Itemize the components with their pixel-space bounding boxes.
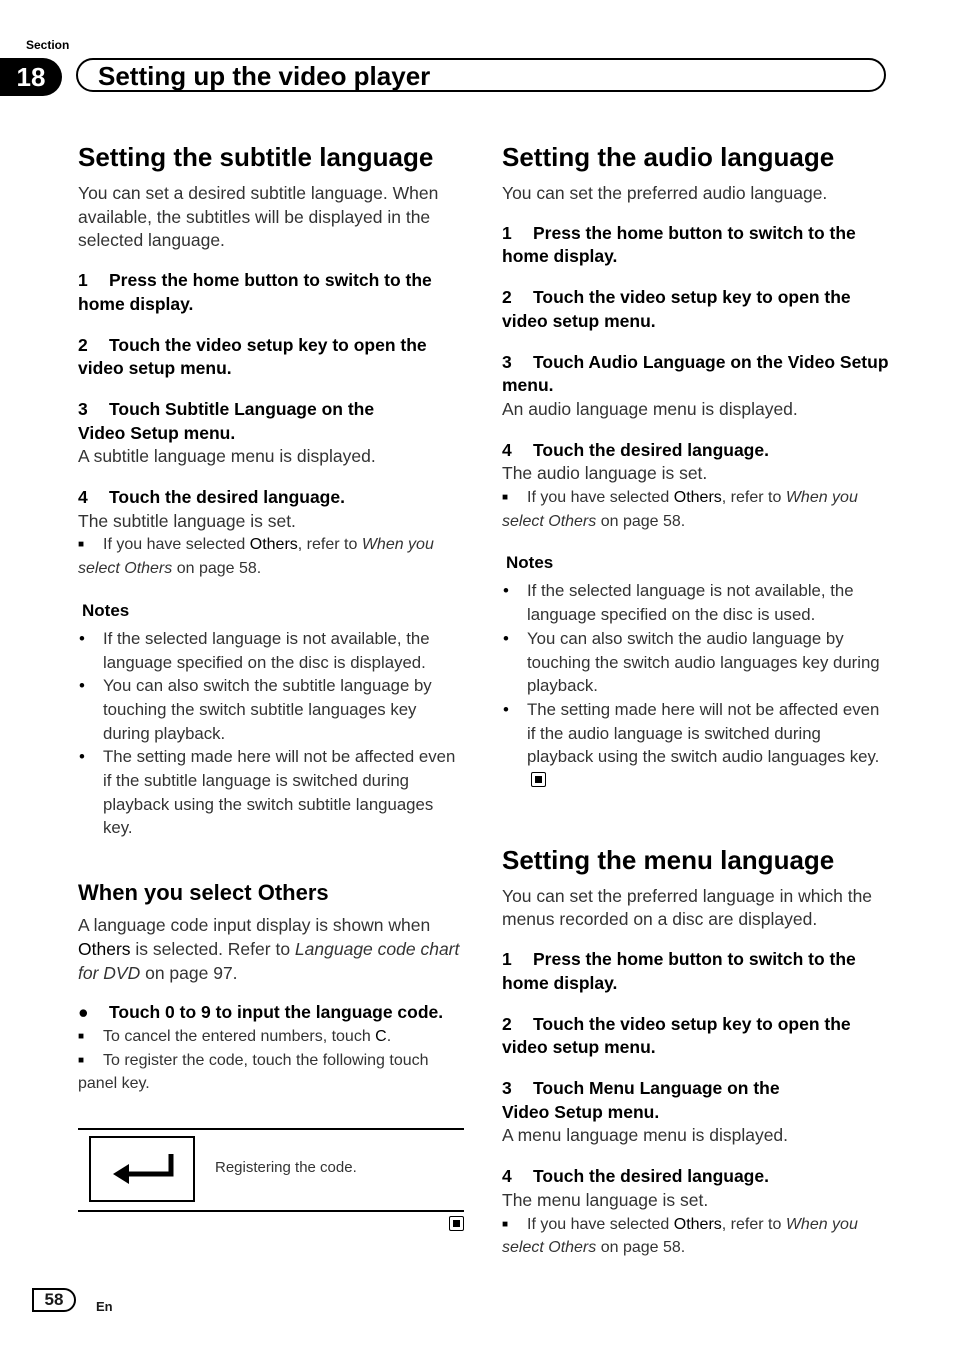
enter-arrow-icon: [91, 1138, 193, 1200]
step-text: Touch the video setup key to open the video setup menu.: [502, 1013, 851, 1058]
step-text: Touch the desired language.: [533, 1166, 769, 1187]
section-number-badge: 18: [0, 58, 62, 96]
menu-step-3: [502, 1077, 890, 1148]
step-number: 4: [78, 487, 88, 508]
step-text: Press the home button to switch to the home display.: [502, 222, 856, 267]
subtitle-step-3: [78, 398, 466, 469]
step-number: 1: [502, 222, 512, 243]
step-number: 4: [502, 439, 512, 460]
step-number: 4: [502, 1166, 512, 1187]
step-number: 3: [78, 398, 88, 419]
note-item: • If the selected language is not available, the language specified on the disc is displayed.: [78, 627, 466, 674]
subtitle-step-1: [78, 269, 466, 316]
menu-step-2: [502, 1013, 890, 1060]
left-column: [78, 140, 466, 1096]
note-item: • The setting made here will not be affected even if the subtitle language is switched during playback using the switch subtitle languages key.: [78, 745, 466, 840]
audio-intro: You can set the preferred audio language.: [502, 183, 828, 203]
step-text: Press the home button to switch to the home display.: [78, 270, 432, 314]
step-text: Press the home button to switch to the home display.: [502, 949, 856, 993]
step-number: 3: [502, 1077, 512, 1098]
step-text: Touch 0 to 9 to input the language code.: [109, 1002, 444, 1023]
step-number: 3: [502, 351, 512, 372]
enter-key: [89, 1136, 195, 1202]
others-intro: A language code input display is shown when Others is selected. Refer to Language code chart for DVD on page 97.: [78, 915, 460, 983]
cancel-bullet: ■ To cancel the entered numbers, touch C.: [78, 1025, 466, 1049]
audio-step-4: [502, 439, 890, 534]
end-mark-icon: [445, 1216, 464, 1235]
step-result: The menu language is set.: [502, 1189, 709, 1210]
step-result: The subtitle language is set.: [78, 510, 296, 531]
subtitle-step-2: [78, 334, 466, 381]
step-text: Touch Menu Language on the Video Setup menu.: [502, 1077, 780, 1122]
step-text: Touch Subtitle Language on the Video Setup menu.: [78, 398, 375, 443]
menu-intro: You can set the preferred language in which the menus recorded on a disc are displayed.: [502, 885, 873, 930]
notes-heading: Notes: [82, 600, 130, 620]
menu-step-1: [502, 948, 890, 995]
key-description: Registering the code.: [215, 1159, 357, 1176]
audio-heading: Setting the audio language: [502, 142, 835, 172]
step-result: A menu language menu is displayed.: [502, 1125, 789, 1146]
step-result: The audio language is set.: [502, 463, 708, 484]
others-reference: ■ If you have selected Others, refer to When you select Others on page 58.: [502, 1213, 890, 1260]
subtitle-heading: Setting the subtitle language: [78, 142, 434, 172]
register-bullet: ■ To register the code, touch the following touch panel key.: [78, 1049, 466, 1096]
language-code: En: [96, 1299, 113, 1314]
touch-key-table: [78, 1128, 464, 1212]
others-step: [78, 1001, 466, 1025]
right-column: [502, 140, 890, 1260]
step-text: Touch the desired language.: [533, 439, 769, 460]
step-text: Touch Audio Language on the Video Setup menu.: [502, 351, 889, 396]
audio-step-1: [502, 222, 890, 269]
step-number: 2: [502, 287, 512, 308]
end-mark-icon: [531, 772, 546, 787]
section-title: Setting up the video player: [98, 61, 431, 91]
note-item: • If the selected language is not available, the language specified on the disc is used.: [502, 579, 890, 626]
others-heading: When you select Others: [78, 880, 329, 906]
others-reference: ■ If you have selected Others, refer to When you select Others on page 58.: [502, 486, 890, 533]
step-result: An audio language menu is displayed.: [502, 398, 798, 419]
note-item: • You can also switch the audio language by touching the switch audio languages key during playback.: [502, 627, 890, 698]
menu-heading: Setting the menu language: [502, 844, 835, 875]
others-reference: ■ If you have selected Others, refer to When you select Others on page 58.: [78, 533, 466, 580]
step-text: Touch the video setup key to open the video setup menu.: [78, 334, 427, 379]
step-number: 1: [78, 270, 88, 291]
note-item: • You can also switch the subtitle language by touching the switch subtitle languages key during playback.: [78, 674, 466, 745]
section-label: Section: [26, 38, 70, 52]
step-number: 2: [502, 1013, 512, 1034]
step-number: 2: [78, 334, 88, 355]
audio-step-2: [502, 286, 890, 333]
page-number: 58: [32, 1288, 76, 1312]
note-item: • The setting made here will not be affected even if the audio language is switched during playback using the switch audio languages key.: [502, 698, 890, 793]
step-number: 1: [502, 949, 512, 970]
audio-notes-list: [502, 579, 890, 792]
notes-heading: Notes: [506, 553, 554, 573]
subtitle-step-4: [78, 486, 466, 581]
audio-step-3: [502, 351, 890, 422]
subtitle-notes-list: [78, 627, 466, 840]
step-text: Touch the video setup key to open the video setup menu.: [502, 287, 851, 331]
step-result: A subtitle language menu is displayed.: [78, 446, 376, 467]
step-text: Touch the desired language.: [109, 487, 345, 508]
menu-step-4: [502, 1165, 890, 1260]
bullet-dot-icon: ●: [78, 1002, 89, 1023]
subtitle-intro: You can set a desired subtitle language. When available, the subtitles will be displayed in the selected language.: [78, 183, 439, 251]
